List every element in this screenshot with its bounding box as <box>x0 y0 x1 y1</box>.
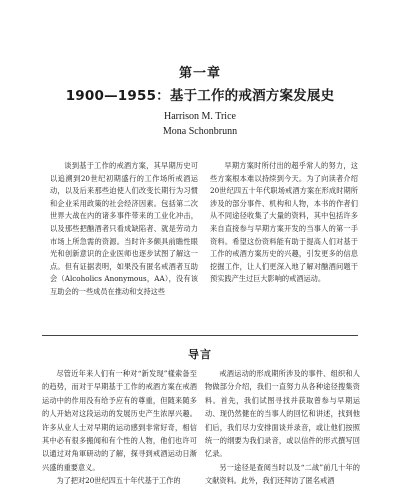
body-paragraph: 戒酒运动的形成期所涉及的事件、组织和人物做部分介绍，我们一直努力从各种途径搜集资料。首先，我们试图寻找并获取曾参与早期运动、现仍然健在的当事人的回忆和讲述，找到他们后，我们尽力安排面谈并录音，或让他们按照统一的纲要为我们录音，或以信件的形式撰写回忆录。 <box>205 369 360 459</box>
chapter-label: 第一章 <box>178 66 221 81</box>
body-paragraph: 另一途径是查阅当时以及“二战”前几十年的文献资料。此外，我们还拜访了匿名戒酒 <box>205 462 360 486</box>
body-paragraph: 尽管近年来人们有一种对“新发现”樣索备至的趋势，而对于早期基于工作的戒酒方案在戒酒运动中的作用没有给予应有的尊重，但随来随多的人开始对这段运动的发展历史产生浓厚兴趣。许多从业人士对早期的运动感到非常好奇，相信其中必有很多搬闻和有个性的人物，他们也许可以通过对角軍研动的了解，探寻到戒酒运动日渐兴盛的重要意义。 <box>42 369 197 472</box>
author-name: Harrison M. Trice <box>164 111 236 122</box>
chapter-title: 1900—1955：基于工作的戒酒方案发展史 <box>65 88 335 104</box>
abstract-paragraph: 早期方案时所付出的超乎常人的努力，这些方案根本难以持续到今天。为了向读者介绍20世纪四五十年代职场戒酒方案在形成时期所涉及的部分事件、机构和人物，本书的作者们从不同途径收集了大量的资料，其中包括许多来自直接参与早期方案开发的当事人的第一手资料。希望这份资料能有助于提高人们对基于工作的戒酒方案历史的兴趣，引发更多的信息挖掘工作，让人们更深入地了解对酗酒问题干预实践产生过巨大影响的戒酒运动。 <box>210 161 358 284</box>
section-heading-intro: 导言 <box>188 348 212 361</box>
abstract-right-column <box>210 160 358 286</box>
body-paragraph: 为了把对20世纪四五十年代基于工作的 <box>56 476 181 486</box>
section-divider <box>42 335 358 336</box>
abstract-paragraph: 谈到基于工作的戒酒方案，其早期历史可以追溯到20世纪初期盛行的工作场所戒酒运动，以及后来那些迫使人们改变长期行为习惯和企业采用政策的社会经济因素。包括第二次世界大战在内的诸多事件带来的工业化冲击，以及那些把酗酒者只看成缺陷者、就是劳动力市场上所急需的资源。当时许多颇具前瞻性眼光和创新意识的企业医师也逐步试图了解这一点。但有证据表明，如果没有匿名戒酒者互助会（Alcoholics Anonymous，AA），没有该互助会的一些成员在推动和支持这些 <box>50 161 198 296</box>
abstract-left-column <box>50 160 198 299</box>
intro-right-column <box>205 367 360 488</box>
intro-left-column <box>42 367 197 488</box>
author-name: Mona Schonbrunn <box>162 126 238 137</box>
